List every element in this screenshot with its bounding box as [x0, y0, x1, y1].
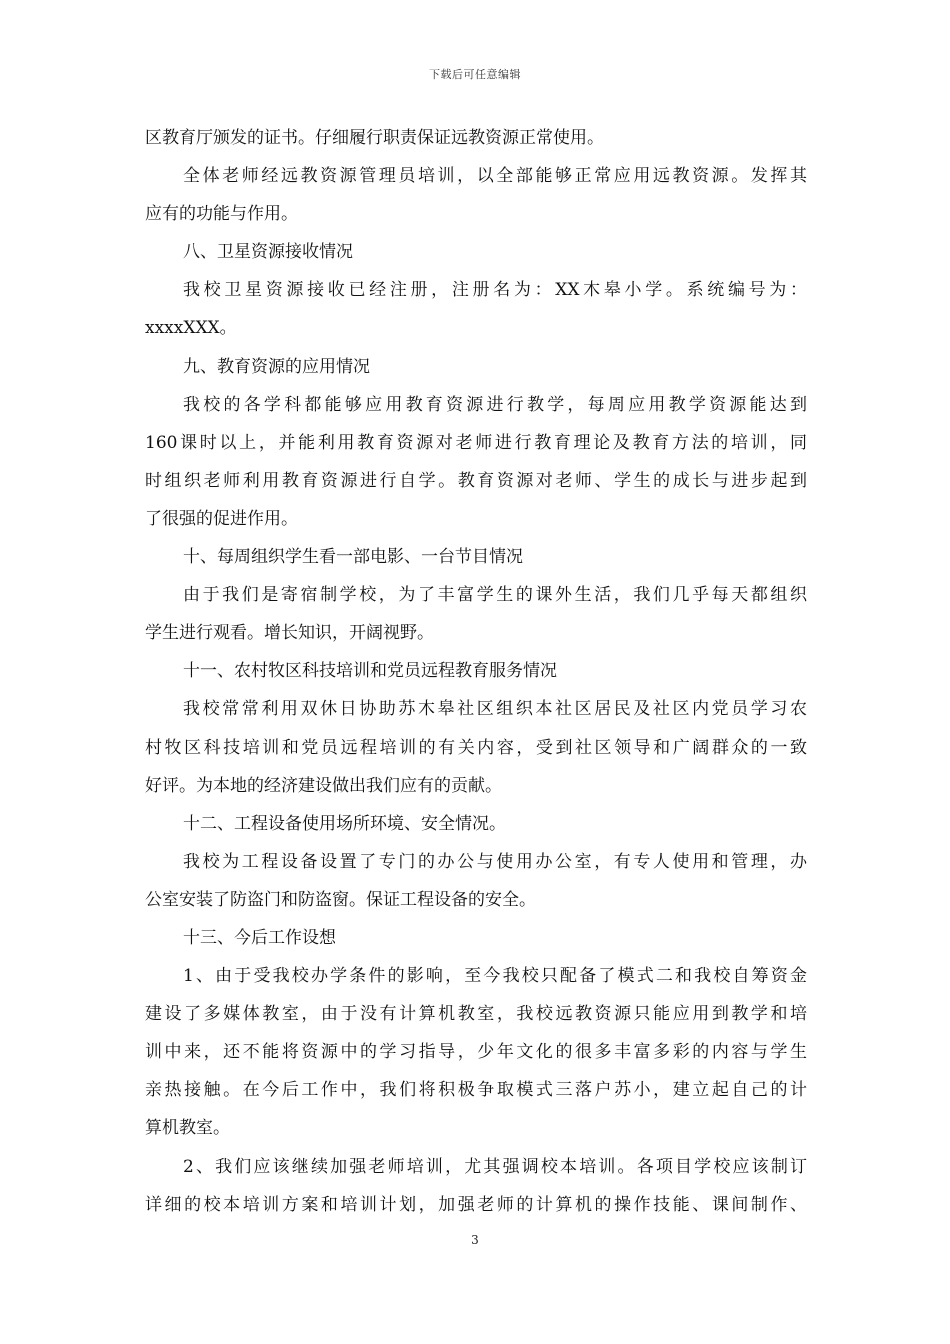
- text-line: 应有的功能与作用。: [145, 204, 298, 225]
- text-line: 我校常常利用双休日协助苏木皋社区组织本社区居民及社区内党员学习农: [183, 699, 807, 720]
- text-line: 建设了多媒体教室，由于没有计算机教室，我校远教资源只能应用到教学和培: [145, 1004, 807, 1025]
- text-line: 全体老师经远教资源管理员培训，以全部能够正常应用远教资源。发挥其: [183, 166, 807, 187]
- text-line: 十一、农村牧区科技培训和党员远程教育服务情况: [183, 661, 557, 682]
- text-line: 160课时以上，并能利用教育资源对老师进行教育理论及教育方法的培训，同: [145, 432, 807, 453]
- page-header: 下载后可任意编辑: [429, 68, 521, 81]
- text-line: 亲热接触。在今后工作中，我们将积极争取模式三落户苏小，建立起自己的计: [145, 1080, 807, 1101]
- text-line: 村牧区科技培训和党员远程培训的有关内容，受到社区领导和广阔群众的一致: [145, 737, 807, 758]
- text-line: 九、教育资源的应用情况: [183, 356, 370, 377]
- text-line: 我校为工程设备设置了专门的办公与使用办公室，有专人使用和管理，办: [183, 851, 807, 872]
- text-line: 公室安装了防盗门和防盗窗。保证工程设备的安全。: [145, 889, 536, 910]
- text-line: 由于我们是寄宿制学校，为了丰富学生的课外生活，我们几乎每天都组织: [183, 585, 807, 606]
- text-line: 好评。为本地的经济建设做出我们应有的贡献。: [145, 775, 502, 796]
- text-line: 1、由于受我校办学条件的影响，至今我校只配备了模式二和我校自筹资金: [183, 966, 807, 987]
- document-body: [145, 119, 807, 1224]
- text-line: 我校卫星资源接收已经注册，注册名为：XX木皋小学。系统编号为：: [183, 280, 807, 301]
- text-line: 时组织老师利用教育资源进行自学。教育资源对老师、学生的成长与进步起到: [145, 470, 807, 491]
- text-line: 2、我们应该继续加强老师培训，尤其强调校本培训。各项目学校应该制订: [183, 1156, 807, 1177]
- text-line: 十三、今后工作设想: [183, 927, 336, 948]
- text-line: 详细的校本培训方案和培训计划，加强老师的计算机的操作技能、课间制作、: [145, 1194, 807, 1215]
- text-line: 我校的各学科都能够应用教育资源进行教学，每周应用教学资源能达到: [183, 394, 807, 415]
- text-line: 了很强的促进作用。: [145, 508, 298, 529]
- text-line: 算机教室。: [145, 1118, 230, 1139]
- text-line: 十、每周组织学生看一部电影、一台节目情况: [183, 547, 523, 568]
- text-line: xxxxXXX。: [145, 318, 237, 339]
- text-line: 区教育厅颁发的证书。仔细履行职责保证远教资源正常使用。: [145, 128, 604, 148]
- text-line: 训中来，还不能将资源中的学习指导，少年文化的很多丰富多彩的内容与学生: [145, 1042, 807, 1063]
- text-line: 十二、工程设备使用场所环境、安全情况。: [183, 813, 506, 834]
- text-line: 八、卫星资源接收情况: [183, 242, 353, 263]
- text-line: 学生进行观看。增长知识，开阔视野。: [145, 623, 434, 644]
- page-number: 3: [471, 1233, 479, 1247]
